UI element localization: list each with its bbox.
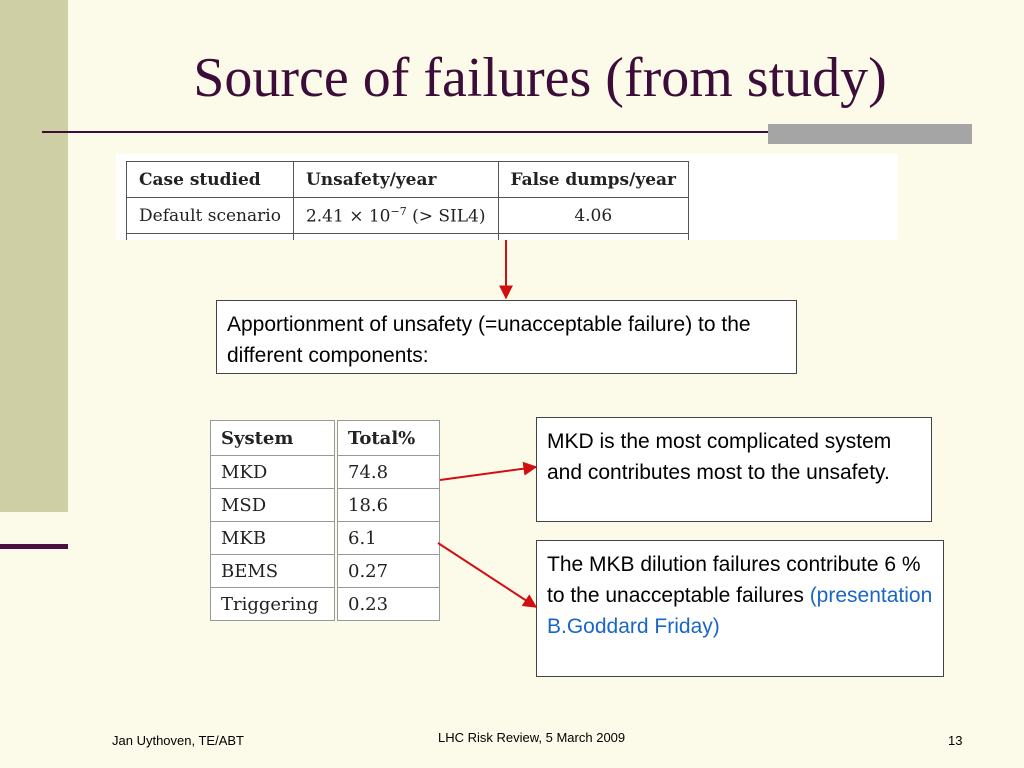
system-cell: MSD (211, 489, 335, 522)
slide-title: Source of failures (from study) (193, 47, 887, 109)
case-header: Case studied (127, 162, 294, 198)
total-cell: 6.1 (338, 522, 440, 555)
unsafety-cell (293, 198, 498, 234)
footer-event: LHC Risk Review, 5 March 2009 (438, 730, 626, 745)
case-table (126, 161, 689, 240)
system-cell: MKD (211, 456, 335, 489)
mkb-arrow (438, 543, 536, 607)
total-cell: 0.23 (338, 588, 440, 621)
apportion-text: Apportionment of unsafety (=unacceptable failure) to the different components: (227, 313, 751, 367)
mkd-box (536, 417, 932, 522)
presentation-link[interactable]: (presentation B.Goddard Friday) (547, 584, 933, 638)
left-decor-mark (0, 544, 68, 549)
mkd-arrow (440, 467, 536, 480)
system-header: System (211, 421, 335, 456)
false-dumps-header: False dumps/year (498, 162, 688, 198)
unsafety-exponent: −7 (390, 204, 407, 218)
unsafety-suffix: (> SIL4) (406, 206, 486, 227)
apportion-box (216, 300, 797, 374)
total-cell: 0.27 (338, 555, 440, 588)
footer-author: Jan Uythoven, TE/ABT (112, 733, 244, 748)
total-table (337, 420, 440, 621)
system-table (210, 420, 335, 621)
unsafety-prefix: 2.41 × 10 (305, 206, 391, 227)
system-cell: Triggering (211, 588, 335, 621)
system-cell: MKB (211, 522, 335, 555)
page-number: 13 (948, 733, 963, 748)
unsafety-header: Unsafety/year (293, 162, 498, 198)
case-cell: Default scenario (127, 198, 294, 234)
system-cell: BEMS (211, 555, 335, 588)
cut-row (127, 234, 689, 241)
total-header: Total% (338, 421, 440, 456)
total-cell: 18.6 (338, 489, 440, 522)
left-decor-bar (0, 0, 68, 512)
mkb-text: The MKB dilution failures contribute 6 % to the unacceptable failures (547, 553, 921, 607)
mkd-text: MKD is the most complicated system and contributes most to the unsafety. (547, 430, 892, 484)
mkb-box (536, 540, 944, 677)
false-dumps-cell: 4.06 (498, 198, 688, 234)
total-cell: 74.8 (338, 456, 440, 489)
title-accent (768, 124, 972, 144)
case-table-crop (116, 154, 898, 240)
